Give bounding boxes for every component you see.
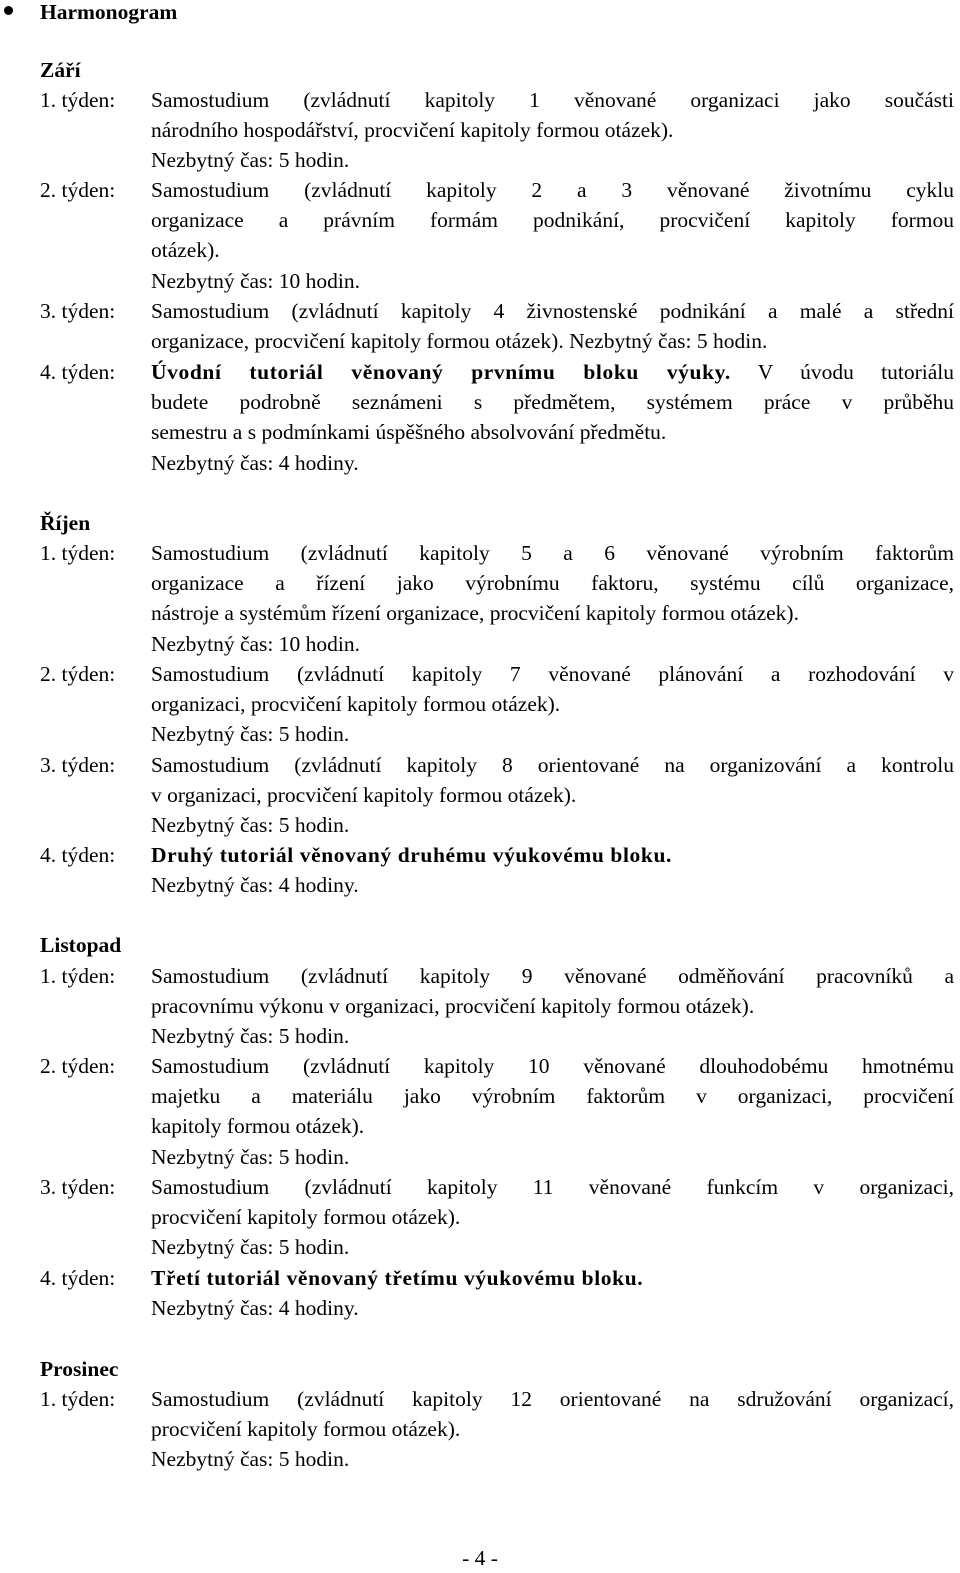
week-label: 3. týden: xyxy=(40,753,116,777)
required-time: Nezbytný čas: 5 hodin. xyxy=(151,1144,350,1169)
month-heading-zari: Září xyxy=(40,58,81,82)
week-description xyxy=(151,961,954,1052)
document-heading: Harmonogram xyxy=(40,0,178,24)
required-time: Nezbytný čas: 5 hodin. xyxy=(151,1447,350,1472)
description-line: národního hospodářství, procvičení kapitoly formou otázek). xyxy=(151,118,674,143)
week-label: 1. týden: xyxy=(40,964,116,988)
month-heading-rijen: Říjen xyxy=(40,511,91,535)
week-label: 1. týden: xyxy=(40,88,116,112)
description-line: organizace a řízení jako výrobnímu faktoru, systému cílů organizace, xyxy=(151,571,954,596)
description-line: Samostudium (zvládnutí kapitoly 5 a 6 věnované výrobním faktorům xyxy=(151,541,954,565)
tutorial-title: Třetí tutoriál věnovaný třetímu výukovému bloku. xyxy=(151,1266,644,1290)
required-time: Nezbytný čas: 5 hodin. xyxy=(151,148,350,173)
description-line: pracovnímu výkonu v organizaci, procvičení kapitoly formou otázek). xyxy=(151,994,755,1019)
tutorial-title: Druhý tutoriál věnovaný druhému výukovému bloku. xyxy=(151,843,673,867)
week-description xyxy=(151,296,954,356)
week-description xyxy=(151,1172,954,1263)
description-line: budete podrobně seznámeni s předmětem, systémem práce v průběhu xyxy=(151,390,954,415)
week-description xyxy=(151,357,954,478)
required-time: Nezbytný čas: 5 hodin. xyxy=(151,1235,350,1260)
week-label: 4. týden: xyxy=(40,843,116,867)
required-time: Nezbytný čas: 4 hodiny. xyxy=(151,450,359,475)
description-line xyxy=(151,840,954,870)
week-label: 1. týden: xyxy=(40,541,116,565)
week-description xyxy=(151,840,954,900)
required-time: Nezbytný čas: 5 hodin. xyxy=(151,813,350,838)
week-description xyxy=(151,175,954,296)
week-label: 4. týden: xyxy=(40,1266,116,1290)
description-line: Samostudium (zvládnutí kapitoly 9 věnované odměňování pracovníků a xyxy=(151,964,954,988)
required-time: Nezbytný čas: 5 hodin. xyxy=(151,1024,350,1049)
description-line: Samostudium (zvládnutí kapitoly 8 orientované na organizování a kontrolu xyxy=(151,753,954,777)
description-line: majetku a materiálu jako výrobním faktorům v organizaci, procvičení xyxy=(151,1084,954,1109)
description-line: Samostudium (zvládnutí kapitoly 11 věnované funkcím v organizaci, xyxy=(151,1175,954,1199)
description-line: Samostudium (zvládnutí kapitoly 12 orientované na sdružování organizací, xyxy=(151,1387,954,1411)
description-line: organizaci, procvičení kapitoly formou otázek). xyxy=(151,692,561,717)
week-description xyxy=(151,659,954,750)
month-heading-prosinec: Prosinec xyxy=(40,1357,119,1381)
description-line: Samostudium (zvládnutí kapitoly 10 věnované dlouhodobému hmotnému xyxy=(151,1054,954,1078)
description-line: Úvodní tutoriál věnovaný prvnímu bloku výuky. V úvodu tutoriálu xyxy=(151,360,954,384)
required-time: Nezbytný čas: 10 hodin. xyxy=(151,631,360,656)
description-line: Samostudium (zvládnutí kapitoly 1 věnované organizaci jako součásti xyxy=(151,88,954,112)
week-label: 3. týden: xyxy=(40,1175,116,1199)
week-label: 2. týden: xyxy=(40,662,116,686)
description-line: Samostudium (zvládnutí kapitoly 4 živnostenské podnikání a malé a střední xyxy=(151,299,954,323)
description-line: procvičení kapitoly formou otázek). xyxy=(151,1205,461,1230)
required-time: Nezbytný čas: 10 hodin. xyxy=(151,268,360,293)
week-description xyxy=(151,750,954,841)
bullet-icon xyxy=(4,6,13,15)
week-label: 1. týden: xyxy=(40,1387,116,1411)
week-description xyxy=(151,1263,954,1323)
week-label: 4. týden: xyxy=(40,360,116,384)
month-heading-listopad: Listopad xyxy=(40,933,122,957)
tutorial-title: Úvodní tutoriál věnovaný prvnímu bloku výuky. xyxy=(151,360,731,384)
description-line: kapitoly formou otázek). xyxy=(151,1114,365,1139)
week-label: 3. týden: xyxy=(40,299,116,323)
week-description xyxy=(151,538,954,659)
required-time: Nezbytný čas: 5 hodin. xyxy=(151,722,350,747)
description-line: v organizaci, procvičení kapitoly formou otázek). xyxy=(151,783,577,808)
week-description xyxy=(151,1384,954,1475)
description-line: Samostudium (zvládnutí kapitoly 2 a 3 věnované životnímu cyklu xyxy=(151,178,954,202)
required-time: Nezbytný čas: 4 hodiny. xyxy=(151,1296,359,1321)
description-line: semestru a s podmínkami úspěšného absolvování předmětu. xyxy=(151,420,667,445)
week-label: 2. týden: xyxy=(40,1054,116,1078)
required-time: Nezbytný čas: 4 hodiny. xyxy=(151,873,359,898)
week-description xyxy=(151,85,954,176)
page-number: - 4 - xyxy=(462,1546,498,1570)
description-line: procvičení kapitoly formou otázek). xyxy=(151,1417,461,1442)
description-line xyxy=(151,1263,954,1293)
description-line: organizace a právním formám podnikání, procvičení kapitoly formou xyxy=(151,208,954,233)
description-line: organizace, procvičení kapitoly formou otázek). Nezbytný čas: 5 hodin. xyxy=(151,329,768,354)
description-line: nástroje a systémům řízení organizace, procvičení kapitoly formou otázek). xyxy=(151,601,799,626)
description-line: otázek). xyxy=(151,238,220,263)
description-line: Samostudium (zvládnutí kapitoly 7 věnované plánování a rozhodování v xyxy=(151,662,954,686)
week-label: 2. týden: xyxy=(40,178,116,202)
week-description xyxy=(151,1051,954,1172)
